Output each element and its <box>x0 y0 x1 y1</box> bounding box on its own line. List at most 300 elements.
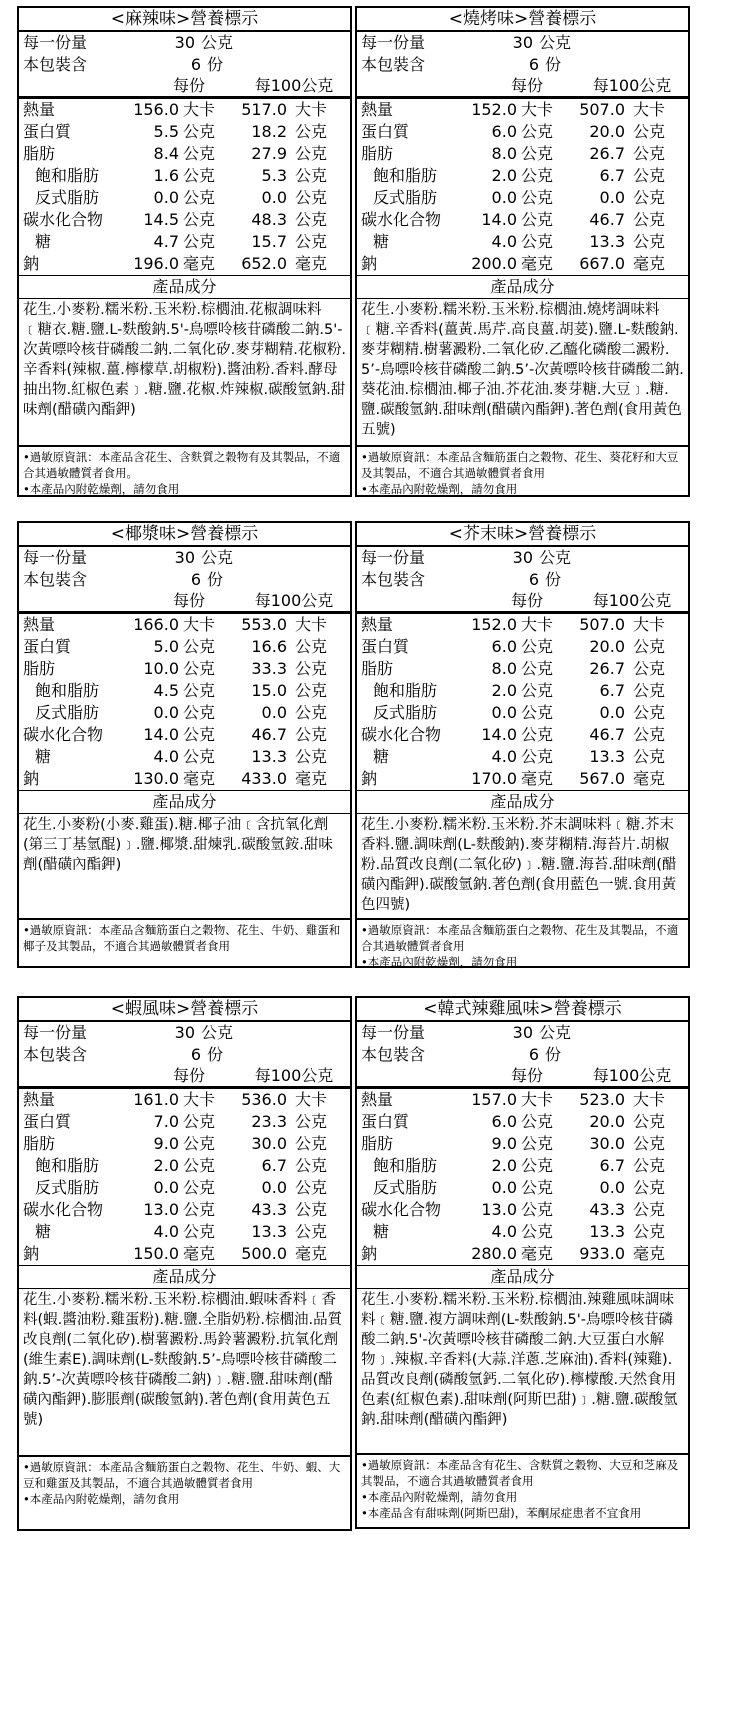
per-100g-header: 每100公克 <box>254 76 334 95</box>
per-serving-value: 8.4 <box>153 144 179 163</box>
nutrition-label <box>17 6 352 497</box>
per-serving-unit: 公克 <box>183 637 216 656</box>
per-serving-value: 130.0 <box>133 769 179 788</box>
per-100g-value: 5.3 <box>261 166 287 185</box>
nutrient-row <box>357 121 688 143</box>
per-100g-unit: 公克 <box>295 659 328 678</box>
label-title: <芥末味>營養標示 <box>357 523 688 547</box>
per-100g-unit: 大卡 <box>633 615 666 634</box>
serving-size-label: 每一份量 <box>23 548 88 567</box>
per-serving-value: 152.0 <box>471 100 517 119</box>
per-serving-unit: 公克 <box>521 659 554 678</box>
per-serving-value: 156.0 <box>133 100 179 119</box>
per-100g-unit: 公克 <box>633 659 666 678</box>
nutrient-row <box>357 658 688 680</box>
servings-per-package-value: 6 <box>528 1045 539 1064</box>
nutrient-name: 反式脂肪 <box>373 1178 438 1197</box>
ingredients-text: 花生.小麥粉.糯米粉.玉米粉.棕櫚油.花椒調味料﹝糖衣.糖.鹽.L-麩酸鈉.5'-鳥嘌呤核苷磷酸二鈉.5'-次黃嘌呤核苷磷酸二鈉.二氧化矽.麥芽糊精.花椒粉.辛香料(辣椒.薑.檸檬草.胡椒粉).醬油粉.香料.酵母抽出物.紅椒色素﹞.糖.鹽.花椒.炸辣椒.碳酸氫鈉.甜味劑(醋磺內酯鉀) <box>19 299 350 447</box>
nutrient-name: 熱量 <box>23 100 56 119</box>
per-100g-value: 46.7 <box>589 210 625 229</box>
per-100g-header: 每100公克 <box>592 591 672 610</box>
per-100g-unit: 毫克 <box>633 769 666 788</box>
per-serving-unit: 公克 <box>183 1200 216 1219</box>
nutrient-name: 碳水化合物 <box>23 725 104 744</box>
nutrient-row <box>19 1177 350 1199</box>
nutrient-name: 反式脂肪 <box>35 703 100 722</box>
per-100g-unit: 公克 <box>295 747 328 766</box>
per-100g-unit: 公克 <box>633 1178 666 1197</box>
nutrient-row <box>357 680 688 702</box>
per-100g-header: 每100公克 <box>592 1066 672 1085</box>
per-serving-header: 每份 <box>510 1066 543 1085</box>
nutrient-name: 反式脂肪 <box>35 188 100 207</box>
per-serving-value: 1.6 <box>153 166 179 185</box>
per-serving-value: 6.0 <box>491 1112 517 1131</box>
per-serving-unit: 公克 <box>521 725 554 744</box>
nutrient-name: 鈉 <box>23 1244 40 1263</box>
per-100g-unit: 大卡 <box>295 1090 328 1109</box>
ingredients-heading: 產品成分 <box>19 1266 350 1289</box>
per-100g-value: 6.7 <box>261 1156 287 1175</box>
per-100g-value: 20.0 <box>589 637 625 656</box>
note-line: •本產品內附乾燥劑，請勿食用 <box>361 955 518 969</box>
per-serving-value: 4.5 <box>153 681 179 700</box>
serving-size-row <box>19 32 350 54</box>
per-serving-value: 157.0 <box>471 1090 517 1109</box>
column-header-row <box>19 1066 350 1089</box>
per-serving-value: 9.0 <box>491 1134 517 1153</box>
nutrient-name: 糖 <box>373 1222 390 1241</box>
per-100g-value: 13.3 <box>589 232 625 251</box>
serving-size-unit: 公克 <box>539 548 572 567</box>
per-100g-unit: 大卡 <box>295 615 328 634</box>
per-serving-value: 8.0 <box>491 144 517 163</box>
per-serving-unit: 公克 <box>183 144 216 163</box>
per-100g-value: 20.0 <box>589 1112 625 1131</box>
serving-size-label: 每一份量 <box>361 1023 426 1042</box>
servings-per-package-row <box>19 1044 350 1066</box>
nutrient-name: 碳水化合物 <box>23 210 104 229</box>
per-serving-value: 2.0 <box>491 1156 517 1175</box>
per-100g-value: 23.3 <box>251 1112 287 1131</box>
per-serving-value: 2.0 <box>491 681 517 700</box>
nutrient-name: 鈉 <box>361 1244 378 1263</box>
per-100g-value: 507.0 <box>579 615 625 634</box>
per-serving-header: 每份 <box>510 76 543 95</box>
nutrient-name: 鈉 <box>23 769 40 788</box>
per-100g-unit: 毫克 <box>295 254 328 273</box>
nutrient-row <box>19 724 350 746</box>
ingredients-text: 花生.小麥粉.糯米粉.玉米粉.芥末調味料﹝糖.芥末香料.鹽.調味劑(L-麩酸鈉).麥芽糊精.海苔片.胡椒粉.品質改良劑(二氧化矽)﹞.糖.鹽.海苔.甜味劑(醋磺內酯鉀).碳酸氫鈉.著色劑(食用藍色一號.食用黃色四號) <box>357 814 688 920</box>
per-serving-value: 8.0 <box>491 659 517 678</box>
per-serving-unit: 毫克 <box>183 769 216 788</box>
column-header-row <box>357 76 688 99</box>
per-100g-unit: 公克 <box>295 232 328 251</box>
column-header-row <box>357 1066 688 1089</box>
servings-per-package-unit: 份 <box>207 1045 224 1064</box>
serving-size-label: 每一份量 <box>361 548 426 567</box>
per-100g-value: 6.7 <box>599 681 625 700</box>
ingredients-heading: 產品成分 <box>19 276 350 299</box>
ingredients-text: 花生.小麥粉(小麥.雞蛋).糖.椰子油﹝含抗氧化劑(第三丁基氫醌)﹞.鹽.椰漿.甜煉乳.碳酸氫銨.甜味劑(醋磺內酯鉀) <box>19 814 350 920</box>
nutrient-row <box>19 121 350 143</box>
serving-size-unit: 公克 <box>539 33 572 52</box>
per-100g-unit: 公克 <box>295 166 328 185</box>
servings-per-package-value: 6 <box>528 570 539 589</box>
per-100g-value: 6.7 <box>599 1156 625 1175</box>
per-serving-value: 200.0 <box>471 254 517 273</box>
serving-size-value: 30 <box>174 548 195 567</box>
per-serving-header: 每份 <box>172 76 205 95</box>
per-100g-header: 每100公克 <box>254 591 334 610</box>
nutrient-row <box>19 702 350 724</box>
serving-size-label: 每一份量 <box>361 33 426 52</box>
per-serving-unit: 毫克 <box>183 254 216 273</box>
servings-per-package-value: 6 <box>528 55 539 74</box>
servings-per-package-value: 6 <box>190 1045 201 1064</box>
allergen-notes <box>19 447 350 495</box>
per-serving-value: 0.0 <box>153 188 179 207</box>
nutrient-name: 熱量 <box>361 1090 394 1109</box>
nutrient-row <box>19 1089 350 1111</box>
per-serving-unit: 大卡 <box>183 615 216 634</box>
nutrient-row <box>357 1111 688 1133</box>
per-100g-value: 0.0 <box>599 188 625 207</box>
nutrient-row <box>357 768 688 791</box>
nutrient-name: 蛋白質 <box>361 1112 410 1131</box>
serving-size-unit: 公克 <box>201 548 234 567</box>
per-serving-value: 4.7 <box>153 232 179 251</box>
per-100g-unit: 公克 <box>633 725 666 744</box>
nutrient-row <box>19 165 350 187</box>
per-serving-unit: 公克 <box>183 166 216 185</box>
per-100g-unit: 公克 <box>633 122 666 141</box>
note-line: •過敏原資訊：本產品含花生、含麩質之穀物有及其製品，不適合其過敏體質者食用。 <box>23 450 341 480</box>
per-serving-unit: 公克 <box>521 1200 554 1219</box>
servings-per-package-value: 6 <box>190 570 201 589</box>
nutrient-name: 蛋白質 <box>23 637 72 656</box>
nutrient-row <box>357 99 688 121</box>
per-100g-value: 667.0 <box>579 254 625 273</box>
per-100g-value: 26.7 <box>589 659 625 678</box>
nutrient-row <box>19 1243 350 1266</box>
per-serving-value: 4.0 <box>491 747 517 766</box>
per-100g-unit: 公克 <box>633 1134 666 1153</box>
per-serving-unit: 公克 <box>521 122 554 141</box>
serving-size-unit: 公克 <box>539 1023 572 1042</box>
per-100g-unit: 公克 <box>295 1134 328 1153</box>
per-serving-value: 152.0 <box>471 615 517 634</box>
nutrient-name: 熱量 <box>23 1090 56 1109</box>
note-line: •過敏原資訊：本產品含有花生、含麩質之穀物、大豆和芝麻及其製品，不適合其過敏體質者食用 <box>361 1458 679 1488</box>
per-100g-value: 553.0 <box>241 615 287 634</box>
per-100g-value: 27.9 <box>251 144 287 163</box>
serving-size-row <box>357 1022 688 1044</box>
servings-per-package-unit: 份 <box>545 1045 562 1064</box>
serving-size-label: 每一份量 <box>23 1023 88 1042</box>
per-serving-value: 2.0 <box>491 166 517 185</box>
per-serving-unit: 毫克 <box>183 1244 216 1263</box>
per-serving-unit: 公克 <box>521 637 554 656</box>
per-serving-unit: 大卡 <box>521 615 554 634</box>
nutrient-row <box>357 1133 688 1155</box>
per-100g-value: 26.7 <box>589 144 625 163</box>
per-100g-value: 13.3 <box>251 1222 287 1241</box>
ingredients-heading: 產品成分 <box>357 276 688 299</box>
per-serving-value: 10.0 <box>143 659 179 678</box>
nutrient-name: 脂肪 <box>361 1134 394 1153</box>
nutrient-row <box>357 253 688 276</box>
per-100g-value: 18.2 <box>251 122 287 141</box>
per-serving-value: 0.0 <box>491 703 517 722</box>
nutrient-row <box>357 702 688 724</box>
servings-per-package-unit: 份 <box>545 570 562 589</box>
per-serving-value: 4.0 <box>491 1222 517 1241</box>
servings-per-package-unit: 份 <box>207 55 224 74</box>
per-serving-value: 166.0 <box>133 615 179 634</box>
per-100g-unit: 公克 <box>633 232 666 251</box>
per-100g-value: 500.0 <box>241 1244 287 1263</box>
per-100g-unit: 公克 <box>295 1200 328 1219</box>
per-100g-unit: 公克 <box>633 1156 666 1175</box>
serving-size-value: 30 <box>512 33 533 52</box>
per-serving-value: 14.0 <box>143 725 179 744</box>
label-title: <椰漿味>營養標示 <box>19 523 350 547</box>
per-100g-value: 517.0 <box>241 100 287 119</box>
nutrient-name: 鈉 <box>361 769 378 788</box>
servings-per-package-row <box>357 569 688 591</box>
per-100g-value: 13.3 <box>251 747 287 766</box>
label-title: <燒烤味>營養標示 <box>357 8 688 32</box>
servings-per-package-label: 本包裝含 <box>361 1045 426 1064</box>
per-serving-unit: 大卡 <box>183 1090 216 1109</box>
nutrient-name: 糖 <box>35 1222 52 1241</box>
ingredients-heading: 產品成分 <box>357 791 688 814</box>
nutrient-row <box>357 1089 688 1111</box>
per-100g-value: 652.0 <box>241 254 287 273</box>
per-serving-header: 每份 <box>510 591 543 610</box>
per-100g-value: 0.0 <box>599 1178 625 1197</box>
nutrient-row <box>19 1133 350 1155</box>
per-100g-unit: 公克 <box>295 703 328 722</box>
per-100g-value: 433.0 <box>241 769 287 788</box>
nutrient-row <box>19 1199 350 1221</box>
allergen-notes <box>357 920 688 969</box>
servings-per-package-label: 本包裝含 <box>361 55 426 74</box>
per-serving-value: 0.0 <box>491 1178 517 1197</box>
per-serving-unit: 公克 <box>521 232 554 251</box>
nutrient-name: 鈉 <box>361 254 378 273</box>
per-serving-unit: 公克 <box>521 1178 554 1197</box>
per-serving-unit: 公克 <box>521 1222 554 1241</box>
per-serving-unit: 公克 <box>521 1112 554 1131</box>
per-100g-unit: 公克 <box>295 188 328 207</box>
per-serving-value: 6.0 <box>491 122 517 141</box>
note-line: •過敏原資訊：本產品含麵筋蛋白之穀物、花生、牛奶、蝦、大豆和雞蛋及其製品，不適合其過敏體質者食用 <box>23 1460 341 1490</box>
nutrient-row <box>357 724 688 746</box>
label-title: <麻辣味>營養標示 <box>19 8 350 32</box>
allergen-notes <box>357 447 688 495</box>
per-100g-unit: 大卡 <box>295 100 328 119</box>
nutrient-row <box>19 746 350 768</box>
per-100g-header: 每100公克 <box>254 1066 334 1085</box>
note-line: •本產品內附乾燥劑，請勿食用 <box>361 482 518 496</box>
serving-size-row <box>19 1022 350 1044</box>
per-serving-unit: 公克 <box>183 1178 216 1197</box>
serving-size-label: 每一份量 <box>23 33 88 52</box>
per-100g-value: 15.7 <box>251 232 287 251</box>
label-title: <韓式辣雞風味>營養標示 <box>357 998 688 1022</box>
per-serving-value: 9.0 <box>153 1134 179 1153</box>
nutrient-row <box>19 1221 350 1243</box>
per-serving-unit: 毫克 <box>521 254 554 273</box>
per-100g-unit: 公克 <box>295 1112 328 1131</box>
nutrient-row <box>357 187 688 209</box>
per-serving-unit: 公克 <box>183 1134 216 1153</box>
allergen-notes <box>357 1455 688 1527</box>
nutrient-row <box>19 1111 350 1133</box>
servings-per-package-row <box>357 1044 688 1066</box>
per-serving-unit: 公克 <box>521 210 554 229</box>
per-100g-value: 507.0 <box>579 100 625 119</box>
nutrient-row <box>357 636 688 658</box>
nutrient-name: 飽和脂肪 <box>35 166 100 185</box>
nutrient-row <box>19 253 350 276</box>
serving-size-unit: 公克 <box>201 33 234 52</box>
nutrient-row <box>19 636 350 658</box>
nutrient-row <box>19 187 350 209</box>
nutrient-row <box>357 1221 688 1243</box>
per-100g-unit: 公克 <box>295 681 328 700</box>
per-100g-header: 每100公克 <box>592 76 672 95</box>
nutrition-label <box>355 996 690 1529</box>
nutrient-row <box>19 768 350 791</box>
per-serving-value: 5.0 <box>153 637 179 656</box>
nutrient-name: 碳水化合物 <box>23 1200 104 1219</box>
nutrient-name: 熱量 <box>361 615 394 634</box>
nutrient-name: 反式脂肪 <box>373 188 438 207</box>
per-100g-unit: 公克 <box>295 210 328 229</box>
per-serving-unit: 公克 <box>521 166 554 185</box>
per-100g-value: 46.7 <box>251 725 287 744</box>
servings-per-package-value: 6 <box>190 55 201 74</box>
per-serving-value: 170.0 <box>471 769 517 788</box>
nutrient-row <box>357 165 688 187</box>
per-100g-unit: 公克 <box>633 188 666 207</box>
ingredients-text: 花生.小麥粉.糯米粉.玉米粉.棕櫚油.燒烤調味料﹝糖.辛香料(薑黃.馬芹.高良薑.胡荽).鹽.L-麩酸鈉.麥芽糊精.樹薯澱粉.二氧化矽.乙醯化磷酸二澱粉.5’-鳥嘌呤核苷磷酸二鈉.5’-次黃嘌呤核苷磷酸二鈉.葵花油.棕櫚油.椰子油.芥花油.麥芽糖.大豆﹞.糖.鹽.碳酸氫鈉.甜味劑(醋磺內酯鉀).著色劑(食用黃色五號) <box>357 299 688 447</box>
servings-per-package-unit: 份 <box>207 570 224 589</box>
per-serving-unit: 公克 <box>521 144 554 163</box>
per-100g-value: 0.0 <box>599 703 625 722</box>
per-100g-value: 13.3 <box>589 747 625 766</box>
per-100g-unit: 毫克 <box>295 1244 328 1263</box>
per-serving-value: 0.0 <box>153 1178 179 1197</box>
per-100g-unit: 大卡 <box>633 100 666 119</box>
serving-size-value: 30 <box>174 1023 195 1042</box>
note-line: •本產品內附乾燥劑，請勿食用 <box>361 1490 518 1504</box>
serving-size-value: 30 <box>174 33 195 52</box>
nutrient-row <box>19 680 350 702</box>
per-serving-value: 280.0 <box>471 1244 517 1263</box>
per-100g-unit: 公克 <box>633 1222 666 1241</box>
nutrient-row <box>19 658 350 680</box>
per-serving-unit: 公克 <box>183 747 216 766</box>
per-serving-value: 4.0 <box>153 747 179 766</box>
nutrient-name: 飽和脂肪 <box>35 1156 100 1175</box>
per-serving-value: 5.5 <box>153 122 179 141</box>
nutrient-name: 飽和脂肪 <box>373 166 438 185</box>
nutrient-name: 脂肪 <box>23 144 56 163</box>
nutrient-name: 糖 <box>373 747 390 766</box>
servings-per-package-row <box>19 54 350 76</box>
per-100g-unit: 公克 <box>295 1222 328 1241</box>
per-serving-unit: 公克 <box>521 1156 554 1175</box>
nutrient-name: 脂肪 <box>23 659 56 678</box>
per-serving-value: 13.0 <box>143 1200 179 1219</box>
per-100g-unit: 公克 <box>295 1178 328 1197</box>
nutrient-row <box>357 143 688 165</box>
per-serving-header: 每份 <box>172 1066 205 1085</box>
note-line: •過敏原資訊：本產品含麵筋蛋白之穀物、花生、葵花籽和大豆及其製品，不適合其過敏體質者食用 <box>361 450 679 480</box>
nutrient-name: 熱量 <box>361 100 394 119</box>
per-serving-unit: 公克 <box>183 703 216 722</box>
nutrient-name: 脂肪 <box>361 659 394 678</box>
per-100g-unit: 公克 <box>633 166 666 185</box>
nutrient-name: 碳水化合物 <box>361 725 442 744</box>
per-100g-value: 0.0 <box>261 703 287 722</box>
per-serving-value: 161.0 <box>133 1090 179 1109</box>
per-serving-unit: 大卡 <box>521 1090 554 1109</box>
per-serving-unit: 公克 <box>183 681 216 700</box>
ingredients-heading: 產品成分 <box>19 791 350 814</box>
per-serving-unit: 大卡 <box>521 100 554 119</box>
nutrient-row <box>19 1155 350 1177</box>
per-serving-value: 4.0 <box>491 232 517 251</box>
serving-size-unit: 公克 <box>201 1023 234 1042</box>
per-100g-unit: 毫克 <box>295 769 328 788</box>
per-100g-value: 0.0 <box>261 1178 287 1197</box>
nutrient-name: 反式脂肪 <box>373 703 438 722</box>
per-100g-value: 20.0 <box>589 122 625 141</box>
per-serving-value: 14.0 <box>481 210 517 229</box>
allergen-notes <box>19 920 350 966</box>
servings-per-package-row <box>19 569 350 591</box>
per-100g-value: 33.3 <box>251 659 287 678</box>
nutrient-name: 飽和脂肪 <box>35 681 100 700</box>
per-100g-unit: 公克 <box>633 681 666 700</box>
per-100g-unit: 公克 <box>633 144 666 163</box>
nutrient-name: 糖 <box>35 747 52 766</box>
nutrient-name: 蛋白質 <box>23 122 72 141</box>
per-100g-unit: 公克 <box>295 1156 328 1175</box>
per-serving-value: 2.0 <box>153 1156 179 1175</box>
per-serving-unit: 公克 <box>521 747 554 766</box>
label-title: <蝦風味>營養標示 <box>19 998 350 1022</box>
per-100g-value: 567.0 <box>579 769 625 788</box>
nutrient-row <box>19 231 350 253</box>
nutrient-name: 飽和脂肪 <box>373 681 438 700</box>
note-line: •過敏原資訊：本產品含麵筋蛋白之穀物、花生及其製品，不適合其過敏體質者食用 <box>361 923 679 953</box>
nutrition-label <box>355 6 690 497</box>
per-100g-unit: 公克 <box>295 144 328 163</box>
servings-per-package-row <box>357 54 688 76</box>
per-100g-value: 46.7 <box>589 725 625 744</box>
per-100g-value: 43.3 <box>589 1200 625 1219</box>
per-100g-value: 523.0 <box>579 1090 625 1109</box>
serving-size-value: 30 <box>512 548 533 567</box>
nutrient-name: 飽和脂肪 <box>373 1156 438 1175</box>
note-line: •過敏原資訊：本產品含麵筋蛋白之穀物、花生、牛奶、雞蛋和椰子及其製品，不適合其過敏體質者食用 <box>23 923 341 953</box>
